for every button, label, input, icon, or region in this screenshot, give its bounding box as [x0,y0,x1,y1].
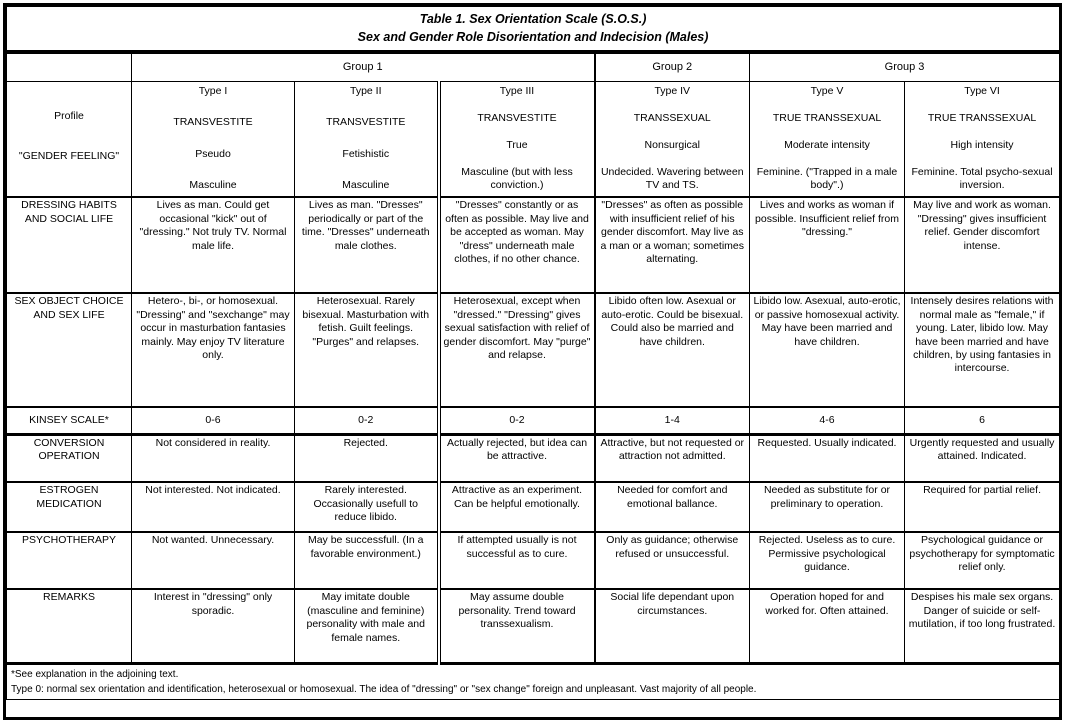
type-subtype: Nonsurgical [644,138,700,151]
table-cell: 1-4 [595,407,750,434]
table-cell: Not considered in reality. [132,434,295,482]
table-cell: Lives as man. "Dresses" periodically or part of the time. "Dresses" underneath male clothes. [295,197,439,293]
type-subtype: Pseudo [195,147,231,160]
table-cell: Interest in "dressing" only sporadic. [132,589,295,663]
table-cell: Needed for comfort and emotional ballance. [595,482,750,532]
table-cell: Social life dependant upon circumstances. [595,589,750,663]
table-title-line2: Sex and Gender Role Disorientation and Indecision (Males) [357,30,709,45]
conversion-operation-row [7,434,1060,482]
profile-label-line1: Profile [54,110,84,123]
psychotherapy-row [7,532,1060,589]
type-name: TRANSVESTITE [477,111,557,124]
row-label: KINSEY SCALE* [7,407,132,434]
table-cell: Required for partial relief. [905,482,1060,532]
remarks-row [7,589,1060,663]
table-cell: "Dresses" constantly or as often as possible. May live and be accepted as woman. May "dress" underneath male clothes, if no other chance. [439,197,595,293]
table-title-line1: Table 1. Sex Orientation Scale (S.O.S.) [419,12,647,26]
profile-type2 [295,81,439,197]
table-cell: Not wanted. Unnecessary. [132,532,295,589]
table-cell: 0-6 [132,407,295,434]
row-label: PSYCHOTHERAPY [7,532,132,589]
group2-header: Group 2 [595,52,750,81]
type-feeling: Feminine. ("Trapped in a male body".) [756,165,898,192]
group3-header: Group 3 [750,52,1060,81]
row-label: DRESSING HABITS AND SOCIAL LIFE [7,197,132,293]
table-cell: Rejected. [295,434,439,482]
table-cell: Hetero-, bi-, or homosexual. "Dressing" and "sexchange" may occur in masturbation fantasies mainly. May enjoy TV literature only. [132,293,295,407]
table-cell: Urgently requested and usually attained. Indicated. [905,434,1060,482]
row-label: REMARKS [7,589,132,663]
corner-cell [7,52,132,81]
table-cell: If attempted usually is not successful as to cure. [439,532,595,589]
table-cell: Psychological guidance or psychotherapy for symptomatic relief only. [905,532,1060,589]
profile-type3 [439,81,595,197]
dressing-habits-row [7,197,1060,293]
kinsey-scale-row [7,407,1060,434]
table-cell: 0-2 [439,407,595,434]
footnotes-row [7,663,1060,699]
table-cell: Intensely desires relations with normal male as "female," if young. Later, libido low. May have been married and have children, by using fantasies in intercourse. [905,293,1060,407]
type-subtype: True [506,138,528,151]
profile-label-line2: "GENDER FEELING" [18,149,120,162]
sex-orientation-scale-table [6,6,1060,700]
table-cell: Heterosexual, except when "dressed." "Dressing" gives sexual satisfaction with relief of gender discomfort. May "purge" and relapse. [439,293,595,407]
table-frame [3,3,1062,720]
group-header-row [7,52,1060,81]
table-cell: Despises his male sex organs. Danger of suicide or self-mutilation, if too long frustrated. [905,589,1060,663]
type-subtype: High intensity [950,138,1014,151]
type-heading: Type VI [964,84,1000,97]
table-cell: "Dresses" as often as possible with insufficient relief of his gender discomfort. May live as a man or a woman; sometimes alternating. [595,197,750,293]
table-cell: 6 [905,407,1060,434]
table-cell: Operation hoped for and worked for. Often attained. [750,589,905,663]
profile-type5 [750,81,905,197]
type-heading: Type I [198,84,228,97]
type-feeling: Masculine [342,179,390,192]
estrogen-medication-row [7,482,1060,532]
table-cell: Libido low. Asexual, auto-erotic, or passive homosexual activity. May have been married and have children. [750,293,905,407]
profile-type6 [905,81,1060,197]
footnotes-cell [7,663,1060,699]
table-cell: May live and work as woman. "Dressing" gives insufficient relief. Gender discomfort intense. [905,197,1060,293]
type-feeling: Feminine. Total psycho-sexual inversion. [911,165,1053,192]
table-cell: 0-2 [295,407,439,434]
table-cell: Requested. Usually indicated. [750,434,905,482]
table-cell: May assume double personality. Trend toward transsexualism. [439,589,595,663]
type-heading: Type II [349,84,382,97]
table-cell: Lives as man. Could get occasional "kick" out of "dressing." Not truly TV. Normal male life. [132,197,295,293]
table-cell: 4-6 [750,407,905,434]
profile-row [7,81,1060,197]
type-name: TRUE TRANSSEXUAL [772,111,882,124]
type-subtype: Fetishistic [342,147,390,160]
group1-header: Group 1 [132,52,595,81]
footnote-asterisk: *See explanation in the adjoining text. [11,668,179,680]
table-cell: Only as guidance; otherwise refused or unsuccessful. [595,532,750,589]
type-heading: Type IV [654,84,691,97]
table-title [7,7,1060,53]
type-feeling: Masculine [189,179,237,192]
profile-type1 [132,81,295,197]
table-cell: Rarely interested. Occasionally usefull to reduce libido. [295,482,439,532]
type-feeling: Masculine (but with less conviction.) [461,165,573,192]
table-cell: Attractive as an experiment. Can be helpful emotionally. [439,482,595,532]
table-cell: May imitate double (masculine and feminine) personality with male and female names. [295,589,439,663]
table-cell: Attractive, but not requested or attraction not admitted. [595,434,750,482]
type-name: TRUE TRANSSEXUAL [927,111,1037,124]
table-cell: May be successfull. (In a favorable environment.) [295,532,439,589]
type-name: TRANSVESTITE [173,116,253,129]
table-cell: Not interested. Not indicated. [132,482,295,532]
type-name: TRANSVESTITE [326,116,406,129]
type-heading: Type III [499,84,535,97]
table-cell: Lives and works as woman if possible. Insufficient relief from "dressing." [750,197,905,293]
table-cell: Libido often low. Asexual or auto-erotic. Could be bisexual. Could also be married and have children. [595,293,750,407]
type-subtype: Moderate intensity [784,138,870,151]
type-name: TRANSSEXUAL [633,111,711,124]
row-label: CONVERSION OPERATION [7,434,132,482]
footnote-type0: Type 0: normal sex orientation and identification, heterosexual or homosexual. The idea of "dressing" or "sex change" foreign and unpleasant. Vast majority of all people. [11,683,757,695]
table-title-row [7,7,1060,53]
row-label: SEX OBJECT CHOICE AND SEX LIFE [7,293,132,407]
table-cell: Actually rejected, but idea can be attractive. [439,434,595,482]
type-feeling: Undecided. Wavering between TV and TS. [600,165,744,192]
sex-object-row [7,293,1060,407]
type-heading: Type V [810,84,844,97]
row-label-profile [7,81,132,197]
table-cell: Heterosexual. Rarely bisexual. Masturbation with fetish. Guilt feelings. "Purges" and relapses. [295,293,439,407]
table-cell: Needed as substitute for or preliminary to operation. [750,482,905,532]
profile-type4 [595,81,750,197]
row-label: ESTROGEN MEDICATION [7,482,132,532]
table-cell: Rejected. Useless as to cure. Permissive psychological guidance. [750,532,905,589]
